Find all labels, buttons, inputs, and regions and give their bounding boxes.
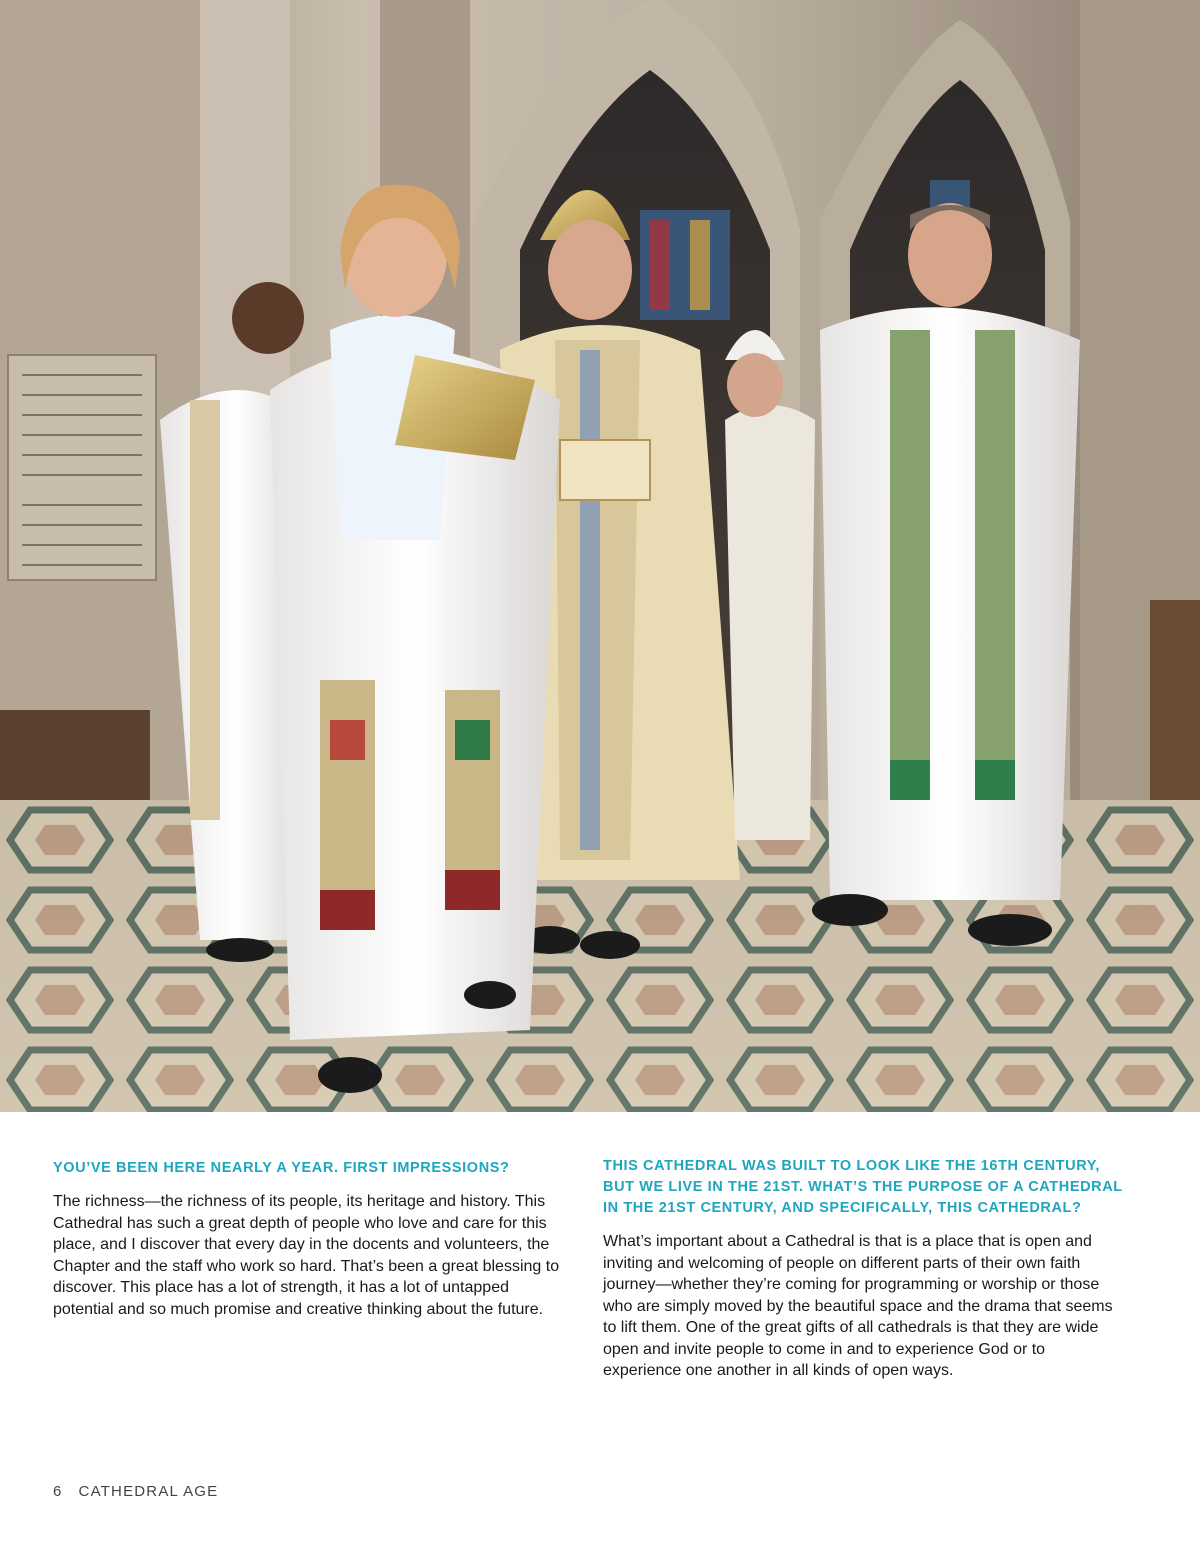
right-column	[603, 1158, 1123, 1382]
page-footer	[53, 1483, 218, 1500]
cathedral-purpose-heading: THIS CATHEDRAL WAS BUILT TO LOOK LIKE THE 16TH CENTURY, BUT WE LIVE IN THE 21ST. WHAT’S THE PURPOSE OF A CATHEDRAL IN THE 21ST CENTURY, AND SPECIFICALLY, THIS CATHEDRAL?	[603, 1158, 1123, 1216]
publication-name: CATHEDRAL AGE	[78, 1483, 219, 1500]
page-number: 6	[53, 1483, 63, 1500]
first-impressions-answer: The richness—the richness of its people, its heritage and history. This Cathedral has such a great depth of people who love and care for this place, and I discover that every day in the docents and volunteers, the Chapter and the staff who work so hard. That’s been a great blessing to discover. This place has a lot of strength, it has a lot of untapped potential and so much promise and creative thinking about the future.	[53, 1193, 560, 1318]
first-impressions-heading: YOU’VE BEEN HERE NEARLY A YEAR. FIRST IMPRESSIONS?	[53, 1160, 510, 1176]
left-column	[53, 1158, 573, 1320]
cathedral-purpose-answer: What’s important about a Cathedral is that is a place that is open and inviting and welcoming of people on different parts of their own faith journey—whether they’re coming for programming or worship or those who are simply moved by the beautiful space and the drama that seems to lift them. One of the great gifts of all cathedrals is that they are wide open and invite people to come in and to experience God or to experience one another in all kinds of open ways.	[603, 1233, 1113, 1379]
